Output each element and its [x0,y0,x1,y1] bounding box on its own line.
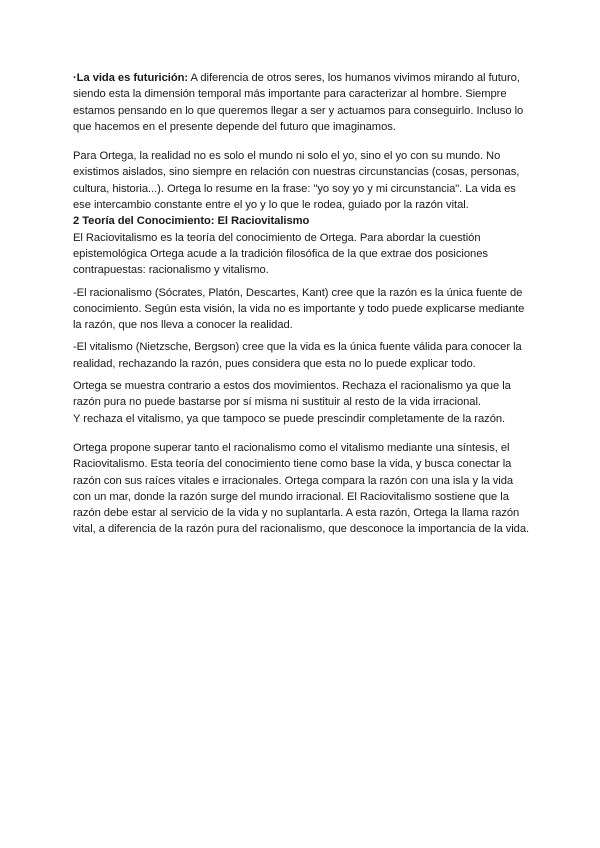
paragraph-intro: El Raciovitalismo es la teoría del conocimiento de Ortega. Para abordar la cuestión epistemológica Ortega acude a la tradición filosófica de la que extrae dos posiciones contrapuestas: racionalismo y vitalismo. [73,231,488,277]
futuricion-lead: ·La vida es futurición: [73,72,189,84]
paragraph-rechazo-racionalismo: Ortega se muestra contrario a estos dos movimientos. Rechaza el racionalismo ya que la razón pura no puede bastarse por sí misma ni sustituir al resto de la vida irracional. [73,380,511,409]
paragraph-sintesis: Ortega propone superar tanto el racionalismo como el vitalismo mediante una síntesis, el Raciovitalismo. Esta teoría del conocimiento tiene como base la vida, y busca conectar la razón con sus raíces vitales e irracionales. Ortega compara la razón con una isla y la vida con un mar, donde la razón surge del mundo irracional. El Raciovitalismo sostiene que la razón debe estar al servicio de la vida y no suplantarla. A esta razón, Ortega la llama razón vital, a diferencia de la razón pura del racionalismo, que desconoce la importancia de la vida. [73,441,530,536]
futuricion-text: A diferencia de otros seres, los humanos vivimos mirando al futuro, siendo esta la dimensión temporal más importante para caracterizar al hombre. Siempre estamos pensando en lo que queremos llegar a ser y actuamos para conseguirlo. Incluso lo que hacemos en el presente depende del futuro que imaginamos. [73,72,524,133]
paragraph-futuricion [73,70,533,135]
section-heading: 2 Teoría del Conocimiento: El Raciovitalismo [73,215,310,228]
document-page [73,70,533,538]
paragraph-racionalismo: -El racionalismo (Sócrates, Platón, Descartes, Kant) cree que la razón es la única fuente de conocimiento. Según esta visión, la vida no es importante y todo puede explicarse mediante la razón, que nos lleva a conocer la realidad. [73,286,525,332]
paragraph-vitalismo: -El vitalismo (Nietzsche, Bergson) cree que la vida es la única fuente válida para conocer la realidad, rechazando la razón, pues considera que esta no lo puede explicar todo. [73,341,522,370]
paragraph-rechazo-vitalismo: Y rechaza el vitalismo, ya que tampoco se puede prescindir completamente de la razón. [73,412,506,425]
paragraph-circunstancia: Para Ortega, la realidad no es solo el mundo ni solo el yo, sino el yo con su mundo. No existimos aislados, sino siempre en relación con nuestras circunstancias (cosas, personas, cultura, historia...). Ortega lo resume en la frase: "yo soy yo y mi circunstancia". La vida es ese intercambio constante entre el yo y lo que le rodea, guiado por la razón vital. [73,150,520,212]
